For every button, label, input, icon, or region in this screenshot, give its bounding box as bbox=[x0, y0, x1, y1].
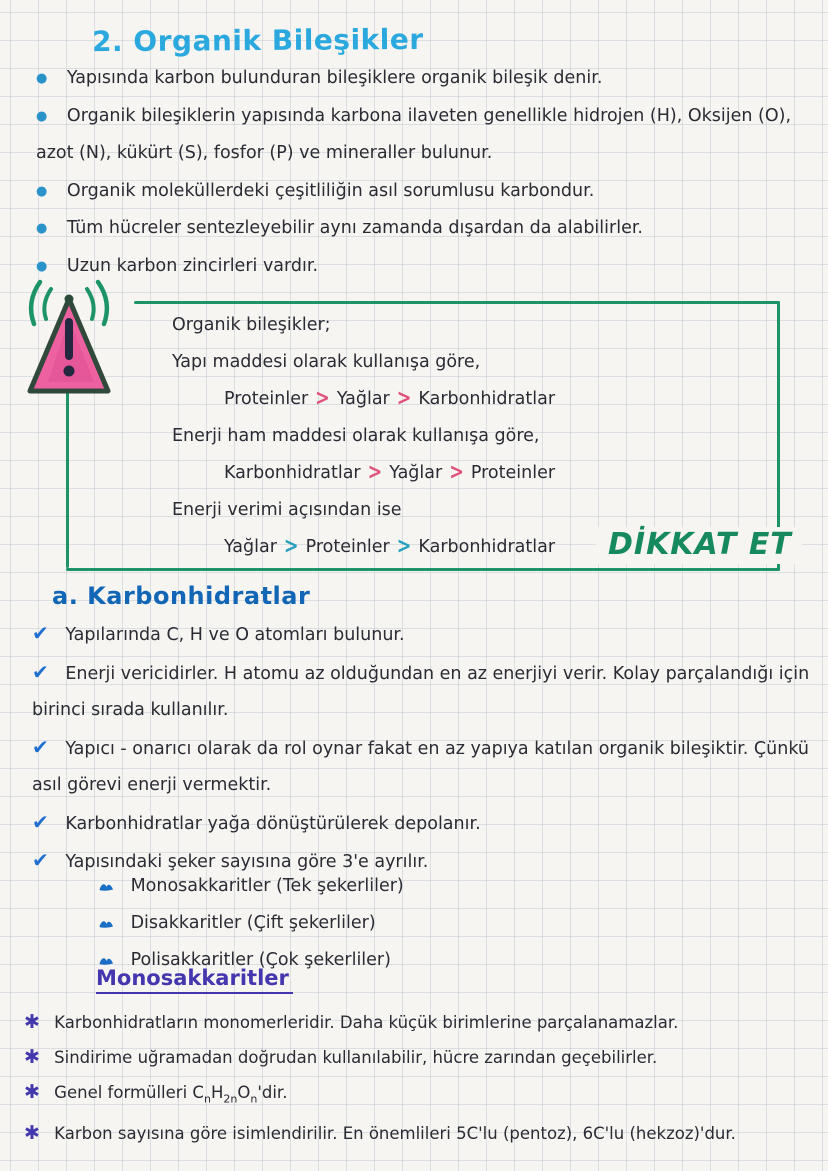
bullet-dot-icon: ● bbox=[36, 221, 48, 236]
check-item bbox=[32, 654, 810, 729]
rank-item: Karbonhidratlar bbox=[224, 463, 361, 483]
attention-box bbox=[0, 283, 828, 575]
rank-item: Yağlar bbox=[389, 463, 443, 483]
box-border-bottom bbox=[66, 568, 780, 571]
rank-item: Karbonhidratlar bbox=[418, 537, 556, 557]
list-item bbox=[36, 248, 806, 286]
bullet-dot-icon: ● bbox=[36, 183, 48, 199]
greater-than-icon: > bbox=[396, 534, 412, 560]
formula-element: H bbox=[210, 1083, 224, 1102]
sugar-type-item bbox=[98, 868, 698, 905]
rank-item: Proteinler bbox=[305, 537, 390, 557]
check-item-text: Yapılarında C, H ve O atomları bulunur. bbox=[65, 625, 405, 645]
box-intro-line: Organik bileşikler; bbox=[172, 315, 331, 335]
mono-list bbox=[24, 1005, 822, 1151]
mono-item-text: Sindirime uğramadan doğrudan kullanılabilir, hücre zarından geçebilirler. bbox=[54, 1048, 658, 1067]
sugar-type-item bbox=[98, 905, 698, 942]
mono-item-formula bbox=[24, 1075, 822, 1116]
checkmark-icon: ✔ bbox=[32, 848, 49, 872]
mono-item bbox=[24, 1040, 822, 1075]
rank-item: Proteinler bbox=[470, 463, 556, 483]
carbs-checklist bbox=[32, 615, 810, 881]
greater-than-icon: > bbox=[396, 386, 412, 412]
box-border-left bbox=[66, 387, 69, 568]
section-heading-monosakkaritler: Monosakkaritler bbox=[96, 966, 293, 994]
formula-subscript: n bbox=[203, 1092, 211, 1106]
star-scribble-icon: ✱ bbox=[24, 1046, 40, 1068]
formula-suffix: 'dir. bbox=[257, 1083, 288, 1102]
check-item bbox=[32, 729, 810, 804]
formula-subscript: 2n bbox=[223, 1092, 238, 1106]
sugar-type-text: Monosakkaritler (Tek şekerliler) bbox=[130, 876, 404, 896]
star-scribble-icon: ✱ bbox=[24, 1122, 40, 1145]
check-item bbox=[32, 615, 810, 654]
mono-item bbox=[24, 1005, 822, 1040]
check-item-text: Karbonhidratlar yağa dönüştürülerek depolanır. bbox=[65, 813, 481, 834]
energy-source-label: Enerji ham maddesi olarak kullanışa göre, bbox=[172, 426, 540, 446]
scribble-flag-icon bbox=[98, 917, 115, 929]
greater-than-icon: > bbox=[283, 534, 299, 560]
rank-item: Yağlar bbox=[224, 537, 277, 557]
list-item bbox=[36, 210, 806, 248]
box-border-top bbox=[134, 301, 780, 304]
star-scribble-icon: ✱ bbox=[24, 1011, 40, 1033]
bullet-dot-icon: ● bbox=[36, 108, 48, 124]
chemical-formula bbox=[192, 1083, 258, 1106]
section-heading-karbonhidratlar: a. Karbonhidratlar bbox=[52, 582, 311, 610]
bullet-dot-icon: ● bbox=[36, 71, 48, 86]
list-item bbox=[36, 173, 806, 211]
formula-element: C bbox=[192, 1083, 204, 1102]
list-item-text: Tüm hücreler sentezleyebilir aynı zamanda dışardan da alabilirler. bbox=[66, 218, 643, 238]
check-item-text: Yapısındaki şeker sayısına göre 3'e ayrılır. bbox=[65, 852, 429, 872]
formula-subscript: n bbox=[250, 1092, 258, 1106]
sugar-type-text: Disakkaritler (Çift şekerliler) bbox=[130, 913, 376, 933]
formula-element: O bbox=[237, 1083, 251, 1102]
checkmark-icon: ✔ bbox=[32, 734, 49, 759]
intro-list bbox=[36, 60, 806, 285]
rank-item: Karbonhidratlar bbox=[418, 389, 556, 409]
checkmark-icon: ✔ bbox=[32, 659, 49, 684]
scribble-flag-icon bbox=[98, 880, 115, 892]
energy-yield-label: Enerji verimi açısından ise bbox=[172, 500, 402, 520]
check-item-text: Enerji vericidirler. H atomu az olduğundan en az enerjiyi verir. Kolay parçalandığı için birinci sırada kullanılır. bbox=[32, 663, 810, 720]
sugar-type-list bbox=[98, 868, 698, 979]
mono-item-text: Karbon sayısına göre isimlendirilir. En önemlileri 5C'lu (pentoz), 6C'lu (hekzoz)'dur. bbox=[54, 1124, 736, 1144]
rank-item: Yağlar bbox=[336, 389, 390, 409]
list-item-text: Organik moleküllerdeki çeşitliliğin asıl sorumlusu karbondur. bbox=[66, 180, 595, 201]
energy-source-rank-row bbox=[172, 455, 772, 492]
checkmark-icon: ✔ bbox=[32, 621, 49, 645]
greater-than-icon: > bbox=[367, 460, 383, 486]
page-title: 2. Organik Bileşikler bbox=[91, 22, 424, 59]
usage-label: Yapı maddesi olarak kullanışa göre, bbox=[172, 352, 481, 372]
star-scribble-icon: ✱ bbox=[24, 1081, 40, 1103]
sugar-type-text: Polisakkaritler (Çok şekerliler) bbox=[130, 950, 391, 970]
rank-item: Proteinler bbox=[224, 389, 309, 409]
check-item bbox=[32, 804, 810, 843]
list-item-text: Yapısında karbon bulunduran bileşiklere organik bileşik denir. bbox=[66, 68, 603, 88]
bullet-dot-icon: ● bbox=[36, 258, 48, 274]
mono-item-text: Karbonhidratların monomerleridir. Daha küçük birimlerine parçalanamazlar. bbox=[54, 1013, 679, 1032]
usage-rank-row bbox=[172, 381, 772, 418]
check-item-text: Yapıcı - onarıcı olarak da rol oynar fakat en az yapıya katılan organik bileşiktir. Çünkü asıl görevi enerji vermektir. bbox=[32, 738, 810, 795]
list-item-text: Uzun karbon zincirleri vardır. bbox=[66, 255, 319, 276]
formula-prefix: Genel formülleri bbox=[54, 1083, 188, 1102]
list-item bbox=[36, 60, 806, 98]
warning-triangle-icon bbox=[10, 274, 130, 400]
list-item-text: Organik bileşiklerin yapısında karbona ilaveten genellikle hidrojen (H), Oksijen (O), azot (N), kükürt (S), fosfor (P) ve mineraller bulunur. bbox=[36, 105, 792, 163]
list-item bbox=[36, 98, 806, 173]
greater-than-icon: > bbox=[449, 460, 464, 486]
mono-item bbox=[24, 1116, 822, 1151]
checkmark-icon: ✔ bbox=[32, 809, 49, 834]
greater-than-icon: > bbox=[315, 386, 330, 412]
scribble-flag-icon bbox=[98, 954, 115, 966]
dikkat-et-badge: DİKKAT ET bbox=[596, 527, 802, 564]
